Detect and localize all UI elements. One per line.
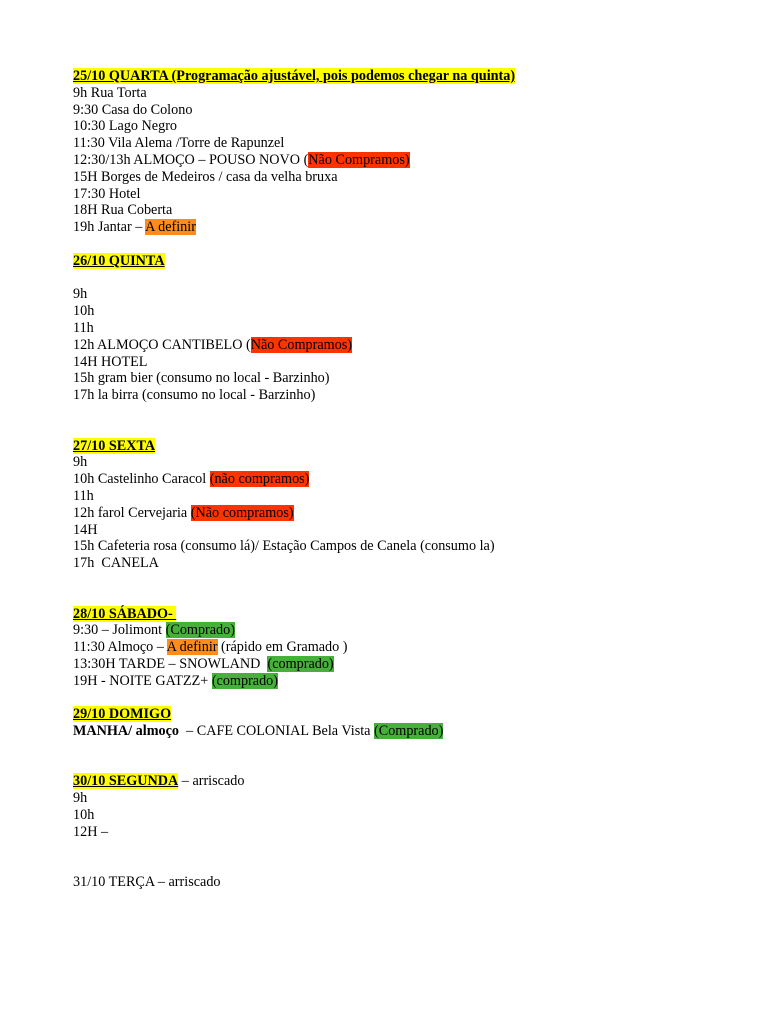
schedule-line: 12:30/13h ALMOÇO – POUSO NOVO (Não Compramos) xyxy=(73,151,410,168)
day-header: 29/10 DOMIGO xyxy=(73,706,172,723)
schedule-line: 9h xyxy=(73,286,88,303)
schedule-line: 13:30H TARDE – SNOWLAND (comprado) xyxy=(73,655,334,672)
day-header: 27/10 SEXTA xyxy=(73,437,156,454)
schedule-line: 18H Rua Coberta xyxy=(73,202,173,219)
schedule-line: 19h Jantar – A definir xyxy=(73,219,196,236)
schedule-line: 10h xyxy=(73,303,95,320)
day-header: 26/10 QUINTA xyxy=(73,252,165,269)
status-highlight: (comprado) xyxy=(267,655,334,672)
schedule-line: 11:30 Almoço – A definir (rápido em Gramado ) xyxy=(73,639,348,656)
schedule-line: 14H HOTEL xyxy=(73,353,148,370)
schedule-line: 12h ALMOÇO CANTIBELO (Não Compramos) xyxy=(73,336,353,353)
schedule-line: MANHA/ almoço – CAFE COLONIAL Bela Vista (Comprado) xyxy=(73,723,444,740)
schedule-line: 17h la birra (consumo no local - Barzinho) xyxy=(73,387,316,404)
status-highlight: Não Compramos) xyxy=(308,151,410,168)
status-highlight: (Comprado) xyxy=(165,622,235,639)
schedule-line: 10:30 Lago Negro xyxy=(73,118,178,135)
status-highlight: Não Compramos) xyxy=(250,336,353,353)
schedule-line: 19H - NOITE GATZZ+ (comprado) xyxy=(73,672,278,689)
day-header: 25/10 QUARTA (Programação ajustável, pois podemos chegar na quinta) xyxy=(73,68,516,84)
schedule-line: 17:30 Hotel xyxy=(73,185,141,202)
status-highlight: (comprado) xyxy=(211,672,278,689)
schedule-line: 15H Borges de Medeiros / casa da velha bruxa xyxy=(73,168,338,185)
schedule-line: 12h farol Cervejaria (Não compramos) xyxy=(73,504,294,521)
schedule-line: 17h CANELA xyxy=(73,555,159,572)
status-highlight: A definir xyxy=(166,639,218,656)
schedule-line: 11h xyxy=(73,319,94,336)
status-highlight: (Comprado) xyxy=(374,723,444,740)
schedule-line: 9h xyxy=(73,790,88,807)
status-highlight: (Não compramos) xyxy=(190,504,294,521)
schedule-line: 9:30 – Jolimont (Comprado) xyxy=(73,622,235,639)
status-highlight: A definir xyxy=(145,219,196,236)
schedule-line: 9:30 Casa do Colono xyxy=(73,101,193,118)
schedule-line: 10h Castelinho Caracol (não compramos) xyxy=(73,471,310,488)
last-day-line: 31/10 TERÇA – arriscado xyxy=(73,874,221,891)
document-body xyxy=(73,68,723,891)
day-header: 30/10 SEGUNDA – arriscado xyxy=(73,773,245,790)
schedule-line: 15h Cafeteria rosa (consumo lá)/ Estação Campos de Canela (consumo la) xyxy=(73,538,495,555)
schedule-line: 9h xyxy=(73,454,88,471)
day-header: 28/10 SÁBADO- xyxy=(73,605,177,622)
schedule-line: 14H xyxy=(73,521,98,538)
schedule-line: 11:30 Vila Alema /Torre de Rapunzel xyxy=(73,135,285,152)
schedule-line: 11h xyxy=(73,487,94,504)
schedule-line: 12H – xyxy=(73,823,109,840)
schedule-line: 10h xyxy=(73,807,95,824)
schedule-line: 15h gram bier (consumo no local - Barzinho) xyxy=(73,370,330,387)
status-highlight: (não compramos) xyxy=(209,471,310,488)
schedule-line: 9h Rua Torta xyxy=(73,84,147,101)
